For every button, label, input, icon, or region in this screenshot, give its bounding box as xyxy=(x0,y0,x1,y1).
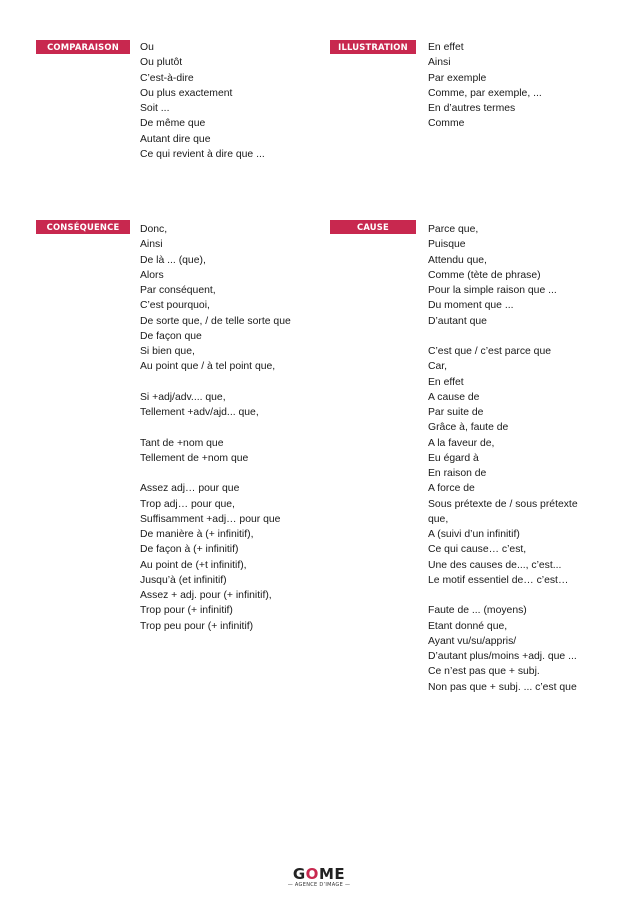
blank-line xyxy=(428,329,578,344)
list-item: Trop pour (+ infinitif) xyxy=(140,605,233,617)
consequence-list xyxy=(140,222,291,634)
logo-subtitle: — AGENCE D’IMAGE — xyxy=(287,882,351,888)
list-item: Soit ... xyxy=(140,103,170,114)
list-item: Non pas que + subj. ... c’est que xyxy=(428,681,577,693)
list-item: Grâce à, faute de xyxy=(428,422,509,434)
list-item: A la faveur de, xyxy=(428,437,495,449)
list-item: Alors xyxy=(140,269,164,281)
list-item: Ou plutôt xyxy=(140,57,183,69)
list-item: Tellement +adv/ajd... que, xyxy=(140,407,259,418)
list-item: Assez + adj. pour (+ infinitif), xyxy=(140,590,272,601)
list-item: Assez adj… pour que xyxy=(140,483,240,495)
list-item: En d’autres termes xyxy=(428,103,516,114)
list-item: Par conséquent, xyxy=(140,285,216,296)
list-item: En effet xyxy=(428,376,464,388)
list-item: Si +adj/adv.... que, xyxy=(140,391,226,403)
list-item: Pour la simple raison que ... xyxy=(428,285,557,296)
logo-letters-me: ME xyxy=(318,865,346,883)
comparaison-list xyxy=(140,40,265,162)
list-item: Ainsi xyxy=(428,57,451,69)
list-item: Attendu que, xyxy=(428,254,487,266)
list-item: Puisque xyxy=(428,239,466,251)
list-item: Etant donné que, xyxy=(428,620,508,632)
list-item: De façon à (+ infinitif) xyxy=(140,544,239,556)
list-item: C’est-à-dire xyxy=(140,72,194,84)
list-item: Une des causes de..., c’est... xyxy=(428,559,562,571)
list-item: Donc, xyxy=(140,224,168,235)
cause-list xyxy=(428,222,578,695)
list-item: Par suite de xyxy=(428,407,484,418)
list-item: A cause de xyxy=(428,391,480,403)
list-item: Car, xyxy=(428,361,448,373)
list-item: C’est pourquoi, xyxy=(140,300,210,312)
list-item: Au point de (+t infinitif), xyxy=(140,559,247,571)
list-item: Sous prétexte de / sous prétexte xyxy=(428,498,578,510)
list-item: Trop adj… pour que, xyxy=(140,498,235,510)
list-item: Faute de ... (moyens) xyxy=(428,605,527,617)
list-item: Tant de +nom que xyxy=(140,437,224,449)
list-item: Au point que / à tel point que, xyxy=(140,361,276,373)
list-item: Ce n’est pas que + subj. xyxy=(428,666,540,678)
list-item: Eu égard à xyxy=(428,452,479,464)
blank-line xyxy=(428,588,578,603)
list-item: En raison de xyxy=(428,468,487,479)
list-item: Par exemple xyxy=(428,72,487,84)
illustration-tag: ILLUSTRATION xyxy=(330,40,416,54)
list-item: Suffisamment +adj… pour que xyxy=(140,513,281,525)
logo-letter-g: G xyxy=(292,865,306,883)
blank-line xyxy=(140,466,291,481)
list-item: D’autant plus/moins +adj. que ... xyxy=(428,651,577,662)
list-item: Ce qui revient à dire que ... xyxy=(140,148,265,160)
list-item: que, xyxy=(428,513,449,525)
logo-wordmark xyxy=(0,866,638,882)
list-item: Tellement de +nom que xyxy=(140,452,249,464)
list-item: De façon que xyxy=(140,330,202,342)
list-item: De même que xyxy=(140,118,206,130)
list-item: A force de xyxy=(428,483,475,495)
list-item: Parce que, xyxy=(428,224,479,235)
list-item: Le motif essentiel de… c’est… xyxy=(428,574,569,586)
list-item: De sorte que, / de telle sorte que xyxy=(140,315,291,327)
list-item: Ainsi xyxy=(140,239,163,251)
list-item: Autant dire que xyxy=(140,133,211,145)
list-item: Jusqu’à (et infinitif) xyxy=(140,574,227,586)
list-item: Du moment que ... xyxy=(428,300,514,312)
illustration-list xyxy=(428,40,542,132)
list-item: D’autant que xyxy=(428,315,487,327)
list-item: Ou xyxy=(140,42,154,53)
list-item: Trop peu pour (+ infinitif) xyxy=(140,620,254,632)
list-item: En effet xyxy=(428,42,464,53)
list-item: Comme xyxy=(428,118,465,130)
footer-logo xyxy=(0,866,638,889)
list-item: Comme (tète de phrase) xyxy=(428,269,541,281)
cause-tag: CAUSE xyxy=(330,220,416,234)
list-item: De manière à (+ infinitif), xyxy=(140,529,254,540)
list-item: Ayant vu/su/appris/ xyxy=(428,635,517,647)
list-item: Si bien que, xyxy=(140,346,195,357)
list-item: C’est que / c’est parce que xyxy=(428,346,552,357)
blank-line xyxy=(140,420,291,435)
consequence-tag: CONSÉQUENCE xyxy=(36,220,130,234)
list-item: Comme, par exemple, ... xyxy=(428,87,542,99)
comparaison-tag: COMPARAISON xyxy=(36,40,130,54)
list-item: De là ... (que), xyxy=(140,254,206,266)
logo-letter-o: O xyxy=(305,865,319,883)
list-item: Ce qui cause… c’est, xyxy=(428,544,527,556)
blank-line xyxy=(140,375,291,390)
list-item: Ou plus exactement xyxy=(140,87,233,99)
list-item: A (suivi d’un infinitif) xyxy=(428,529,520,540)
